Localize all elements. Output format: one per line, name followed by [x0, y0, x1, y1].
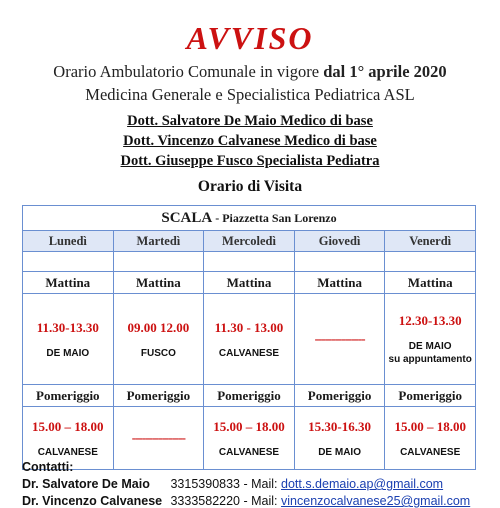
- contact-phone: 3333582220: [170, 494, 241, 508]
- slot-time: 15.00 – 18.00: [32, 418, 104, 434]
- slot-doctor: DE MAIO: [408, 341, 452, 352]
- day-header: Lunedì: [23, 231, 114, 252]
- morning-label: Mattina: [385, 272, 476, 294]
- morning-slot: [204, 294, 295, 385]
- schedule-validity-line: [0, 62, 500, 82]
- contact-row: [22, 494, 470, 508]
- slot-time: 15.00 – 18.00: [394, 418, 466, 434]
- morning-label: Mattina: [204, 272, 295, 294]
- morning-slot: [294, 294, 385, 385]
- validity-prefix: Orario Ambulatorio Comunale in vigore: [53, 62, 324, 81]
- afternoon-slot: [294, 407, 385, 470]
- afternoon-slot: [385, 407, 476, 470]
- slot-doctor: CALVANESE: [218, 446, 280, 458]
- visit-hours-heading: Orario di Visita: [197, 178, 303, 195]
- empty-cell: [204, 252, 295, 272]
- doctor-calvanese: Dott. Vincenzo Calvanese Medico di base: [123, 133, 377, 149]
- afternoon-label: Pomeriggio: [113, 385, 204, 407]
- slot-doctor: DE MAIO: [318, 446, 361, 458]
- slot-time: 11.30-13.30: [36, 319, 99, 335]
- slot-doctor: CALVANESE: [37, 446, 98, 458]
- morning-label: Mattina: [294, 272, 385, 294]
- contact-email-link[interactable]: dott.s.demaio.ap@gmail.com: [281, 477, 444, 491]
- afternoon-label: Pomeriggio: [23, 385, 114, 407]
- morning-slot: [113, 294, 204, 385]
- schedule-table: [22, 205, 476, 470]
- contact-name: Dr. Salvatore De Maio: [22, 477, 150, 491]
- day-header: Venerdì: [385, 231, 476, 252]
- slot-doctor: DE MAIO: [46, 347, 90, 359]
- slot-doctor: CALVANESE: [400, 446, 461, 458]
- contact-row: [22, 477, 443, 491]
- empty-cell: [385, 252, 476, 272]
- slot-time: 09.00 12.00: [127, 319, 190, 335]
- slot-time: ---------------: [314, 331, 365, 346]
- morning-label: Mattina: [113, 272, 204, 294]
- slot-time: ----------------: [131, 430, 186, 445]
- slot-doctor: CALVANESE: [218, 347, 280, 359]
- slot-note: su appuntamento: [388, 354, 472, 365]
- slot-time: 15.00 – 18.00: [213, 418, 285, 434]
- day-header: Martedì: [113, 231, 204, 252]
- afternoon-label: Pomeriggio: [385, 385, 476, 407]
- slot-doctor: FUSCO: [140, 347, 176, 359]
- contact-phone: 3315390833: [170, 477, 241, 491]
- contact-mail-label: - Mail:: [243, 494, 278, 508]
- day-header: Mercoledì: [204, 231, 295, 252]
- slot-time: 15.30-16.30: [308, 418, 371, 434]
- morning-slot: [23, 294, 114, 385]
- empty-cell: [294, 252, 385, 272]
- afternoon-slot: [204, 407, 295, 470]
- doctor-de-maio: Dott. Salvatore De Maio Medico di base: [127, 113, 373, 129]
- afternoon-label: Pomeriggio: [294, 385, 385, 407]
- empty-cell: [113, 252, 204, 272]
- day-header: Giovedì: [294, 231, 385, 252]
- morning-slot: [385, 294, 476, 385]
- location-detail: - Piazzetta San Lorenzo: [212, 210, 337, 225]
- afternoon-slot: [113, 407, 204, 470]
- empty-cell: [23, 252, 114, 272]
- slot-time: 12.30-13.30: [398, 313, 462, 328]
- afternoon-label: Pomeriggio: [204, 385, 295, 407]
- contact-name: Dr. Vincenzo Calvanese: [22, 494, 163, 508]
- service-description: Medicina Generale e Specialistica Pediatrica ASL: [85, 85, 415, 104]
- contacts-heading: Contatti:: [22, 460, 74, 474]
- doctor-fusco: Dott. Giuseppe Fusco Specialista Pediatra: [120, 153, 380, 169]
- notice-title: AVVISO: [186, 20, 314, 56]
- location-name: SCALA: [161, 209, 213, 226]
- contact-mail-label: - Mail:: [243, 477, 278, 491]
- location-cell: [23, 206, 476, 231]
- morning-label: Mattina: [23, 272, 114, 294]
- slot-time: 11.30 - 13.00: [214, 319, 284, 335]
- validity-date: dal 1° aprile 2020: [323, 62, 447, 81]
- contact-email-link[interactable]: vincenzocalvanese25@gmail.com: [281, 494, 471, 508]
